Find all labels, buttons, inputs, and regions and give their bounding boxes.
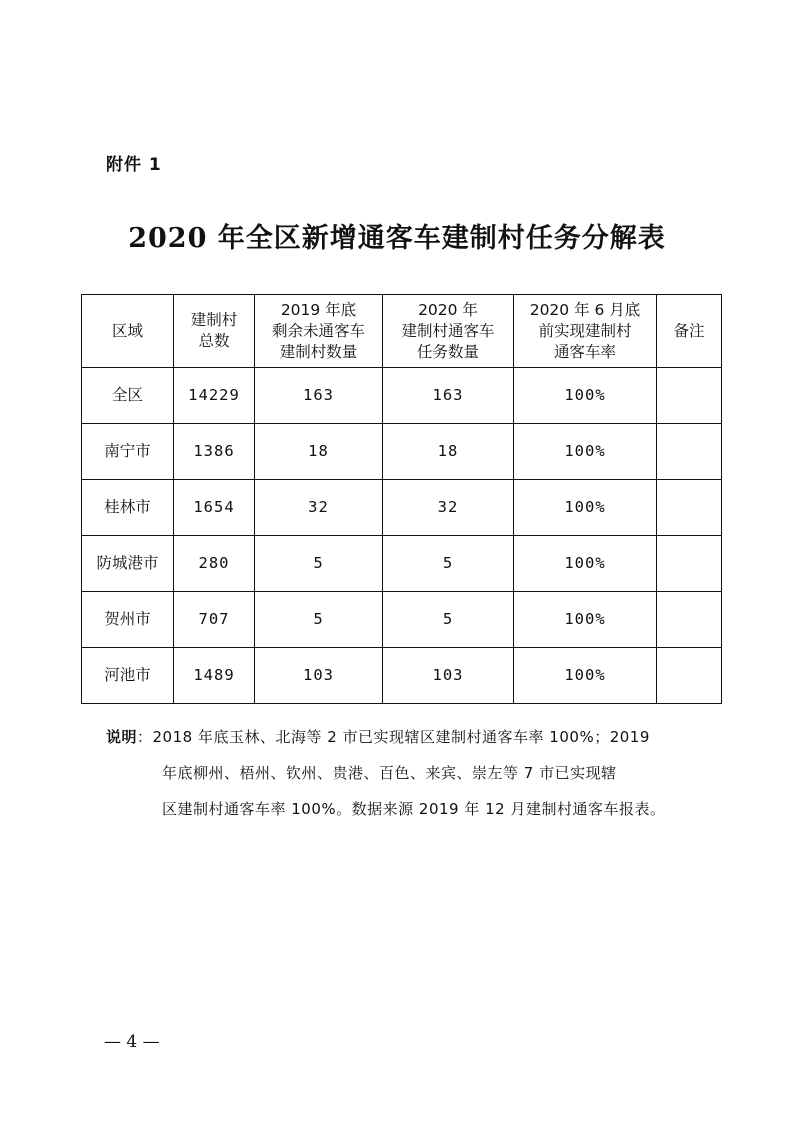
remark-cell: [657, 480, 722, 536]
document-title: 2020 年全区新增通客车建制村任务分解表: [128, 223, 666, 254]
rate-cell: 100%: [514, 592, 657, 648]
task-2020-cell: 103: [383, 648, 514, 704]
table-row: [82, 480, 722, 536]
table-header-row: [82, 295, 722, 368]
rate-cell: 100%: [514, 368, 657, 424]
column-header-line: 前实现建制村: [538, 321, 632, 340]
rate-cell: 100%: [514, 480, 657, 536]
remark-cell: [657, 424, 722, 480]
note-label: 说明: [106, 728, 138, 746]
task-2020-cell: 5: [383, 592, 514, 648]
column-header-line: 2019 年底: [280, 300, 357, 319]
note-line: ：2018 年底玉林、北海等 2 市已实现辖区建制村通客车率 100%；2019: [137, 728, 650, 746]
task-2020-cell: 5: [383, 536, 514, 592]
column-header-line: 通客车率: [553, 342, 616, 361]
remark-cell: [657, 592, 722, 648]
column-header: [657, 295, 722, 368]
table-row: [82, 592, 722, 648]
rate-cell: 100%: [514, 648, 657, 704]
column-header-line: 总数: [198, 332, 230, 350]
remark-cell: [657, 368, 722, 424]
total-villages-cell: 1386: [174, 424, 255, 480]
column-header-line: 备注: [673, 321, 705, 340]
column-header-line: 剩余未通客车: [271, 321, 365, 340]
remark-cell: [657, 648, 722, 704]
remaining-2019-cell: 103: [255, 648, 383, 704]
column-header-line: 任务数量: [416, 342, 479, 361]
total-villages-cell: 280: [174, 536, 255, 592]
remaining-2019-cell: 32: [255, 480, 383, 536]
column-header: [174, 295, 255, 368]
column-header-line: 建制村通客车: [401, 321, 495, 340]
note-line: 年底柳州、梧州、钦州、贵港、百色、来宾、崇左等 7 市已实现辖: [162, 764, 617, 782]
column-header: [514, 295, 657, 368]
rate-cell: 100%: [514, 536, 657, 592]
total-villages-cell: 707: [174, 592, 255, 648]
column-header: [255, 295, 383, 368]
remaining-2019-cell: 163: [255, 368, 383, 424]
note-line: 区建制村通客车率 100%。数据来源 2019 年 12 月建制村通客车报表。: [162, 800, 666, 818]
rate-cell: 100%: [514, 424, 657, 480]
page-number: — 4 —: [104, 1032, 160, 1052]
region-cell: 桂林市: [82, 480, 174, 536]
column-header: [82, 295, 174, 368]
region-cell: 防城港市: [82, 536, 174, 592]
column-header-line: 区域: [111, 321, 143, 340]
task-2020-cell: 163: [383, 368, 514, 424]
remaining-2019-cell: 18: [255, 424, 383, 480]
table-row: [82, 536, 722, 592]
column-header-line: 2020 年 6 月底: [529, 300, 641, 319]
column-header: [383, 295, 514, 368]
total-villages-cell: 1489: [174, 648, 255, 704]
task-2020-cell: 32: [383, 480, 514, 536]
table-row: [82, 648, 722, 704]
column-header-line: 建制村: [190, 311, 238, 329]
column-header-line: 建制村数量: [279, 342, 358, 361]
remark-cell: [657, 536, 722, 592]
region-cell: 贺州市: [82, 592, 174, 648]
task-breakdown-table: [81, 294, 722, 704]
remaining-2019-cell: 5: [255, 536, 383, 592]
region-cell: 南宁市: [82, 424, 174, 480]
task-2020-cell: 18: [383, 424, 514, 480]
table-row: [82, 368, 722, 424]
total-villages-cell: 1654: [174, 480, 255, 536]
region-cell: 河池市: [82, 648, 174, 704]
attachment-label: 附件 1: [106, 155, 162, 175]
total-villages-cell: 14229: [174, 368, 255, 424]
table-row: [82, 424, 722, 480]
explanation-note: [106, 719, 706, 827]
column-header-line: 2020 年: [418, 300, 478, 319]
remaining-2019-cell: 5: [255, 592, 383, 648]
region-cell: 全区: [82, 368, 174, 424]
